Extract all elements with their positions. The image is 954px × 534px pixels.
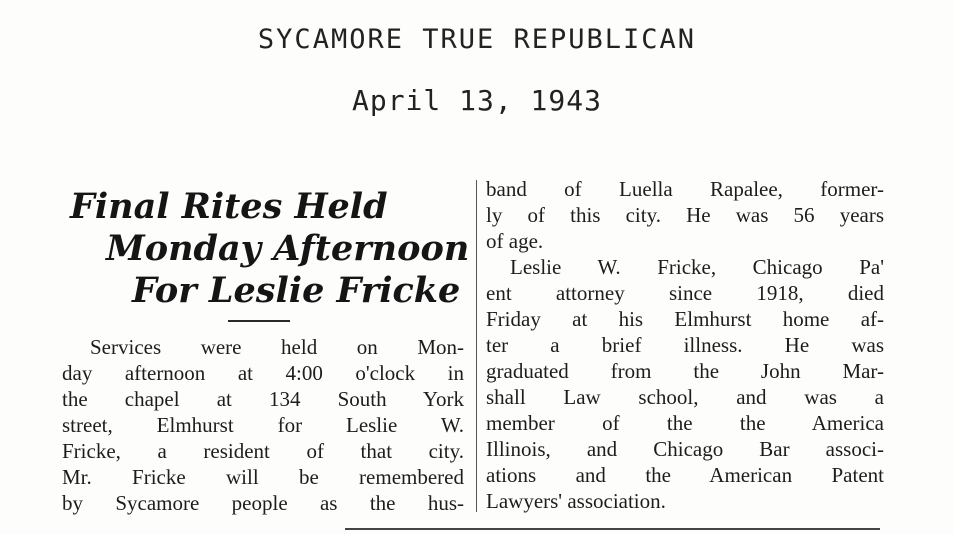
left-column-line: Mr. Fricke will be remembered (62, 465, 464, 489)
left-column-line: day afternoon at 4:00 o'clock in (62, 361, 464, 385)
right-column-line: ter a brief illness. He was (486, 333, 884, 357)
left-column-line: Fricke, a resident of that city. (62, 439, 464, 463)
right-column-line: graduated from the John Mar- (486, 359, 884, 383)
right-column-line: band of Luella Rapalee, former- (486, 177, 884, 201)
left-column-line: the chapel at 134 South York (62, 387, 464, 411)
right-column-line: Friday at his Elmhurst home af- (486, 307, 884, 331)
right-column-line: of age. (486, 229, 544, 253)
headline-line-2: Monday Afternoon (106, 228, 470, 269)
right-column-line: Illinois, and Chicago Bar associ- (486, 437, 884, 461)
headline-divider (228, 320, 290, 322)
left-column-line: by Sycamore people as the hus- (62, 491, 464, 515)
headline-line-3: For Leslie Fricke (132, 270, 461, 311)
right-column-line: Lawyers' association. (486, 489, 666, 513)
newspaper-name: SYCAMORE TRUE REPUBLICAN (257, 24, 697, 55)
column-divider (476, 180, 477, 512)
right-column-line: shall Law school, and was a (486, 385, 884, 409)
left-column-line: street, Elmhurst for Leslie W. (62, 413, 464, 437)
right-column-line: member of the the America (486, 411, 884, 435)
left-column-line: Services were held on Mon- (90, 335, 464, 359)
right-column-line: ations and the American Patent (486, 463, 884, 487)
right-column-line: ent attorney since 1918, died (486, 281, 884, 305)
bottom-rule (345, 528, 880, 530)
right-column-line: ly of this city. He was 56 years (486, 203, 884, 227)
headline-line-1: Final Rites Held (70, 186, 388, 227)
issue-date: April 13, 1943 (351, 84, 602, 117)
right-column-line: Leslie W. Fricke, Chicago Pa' (510, 255, 884, 279)
